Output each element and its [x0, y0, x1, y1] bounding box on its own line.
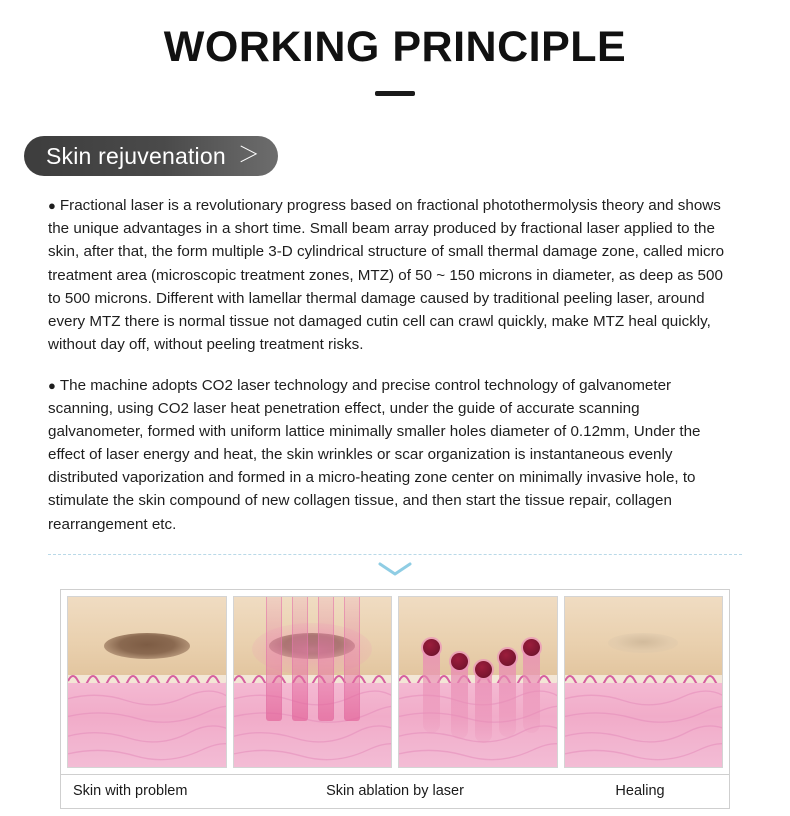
page-title: WORKING PRINCIPLE: [163, 23, 627, 71]
caption-skin-ablation-by-laser: Skin ablation by laser: [326, 783, 464, 800]
bullet-icon: ●: [48, 198, 56, 214]
mtz-hole: [451, 653, 468, 670]
paragraph-2: [48, 374, 732, 536]
title-underline-wrap: [0, 91, 790, 96]
mtz-channel: [423, 645, 440, 733]
mtz-hole: [423, 639, 440, 656]
mtz-hole: [475, 661, 492, 678]
dashed-divider: [48, 554, 742, 555]
section-tag-wrap: [0, 136, 790, 176]
paragraph-1-text: Fractional laser is a revolutionary progress based on fractional photothermolysis theory and shows the unique advantages in a short time. Small beam array produced by fractional laser applied to the skin, after that, the form multiple 3-D cylindrical structure of small thermal damage zone, called micro treatment area (microscopic treatment zones, MTZ) of 50 ~ 150 microns in diameter, as deep as 500 to 500 microns. Different with lamellar thermal damage caused by traditional peeling laser, around every MTZ there is normal tissue not damaged cutin cell can crawl quickly, make MTZ heal quickly, without day off, without peeling treatment risks.: [48, 197, 725, 353]
title-underline: [375, 91, 415, 96]
mtz-channel: [499, 655, 516, 737]
figure-panels: [61, 590, 729, 774]
chevron-down-icon: [377, 561, 413, 579]
figure-captions: [61, 774, 729, 808]
section-tag-skin-rejuvenation[interactable]: [24, 136, 278, 176]
chevron-right-icon: ＞: [237, 142, 260, 168]
panel-micro-holes: [398, 596, 558, 768]
caption-healing: Healing: [615, 783, 665, 800]
section-tag-label: Skin rejuvenation: [46, 142, 226, 169]
caption-skin-with-problem: Skin with problem: [73, 783, 188, 800]
pigment-lesion: [104, 633, 190, 659]
panel-laser-beams: [233, 596, 393, 768]
mtz-channel: [475, 667, 492, 743]
figure-skin-stages: [60, 589, 730, 809]
laser-beam: [292, 596, 308, 721]
dermis-texture: [565, 683, 723, 768]
laser-beam: [318, 596, 334, 721]
mtz-hole: [523, 639, 540, 656]
paragraph-1: [48, 194, 732, 356]
paragraph-2-text: The machine adopts CO2 laser technology and precise control technology of galvanometer scanning, using CO2 laser heat penetration effect, under the guide of accurate scanning galvanometer, formed with uniform lattice minimally smaller holes diameter of 0.12mm, Under the effect of laser energy and heat, the skin wrinkles or scar organization is instantaneous evenly distributed vaporization and formed in a micro-heating zone center on minimally invasive hole, to stimulate the skin compound of new collagen tissue, and then start the tissue repair, collagen rearrangement etc.: [48, 376, 701, 533]
residual-lesion: [608, 633, 678, 653]
mtz-channel: [523, 645, 540, 733]
chevron-down-icon-wrap: [0, 561, 790, 579]
dermis-texture: [234, 683, 392, 768]
mtz-channel: [451, 659, 468, 739]
mtz-hole: [499, 649, 516, 666]
bullet-icon: ●: [48, 378, 56, 394]
laser-beam: [344, 596, 360, 721]
panel-healing: [564, 596, 724, 768]
panel-skin-with-problem: [67, 596, 227, 768]
laser-beam: [266, 596, 282, 721]
body-copy: [0, 176, 790, 535]
dermis-texture: [68, 683, 226, 768]
